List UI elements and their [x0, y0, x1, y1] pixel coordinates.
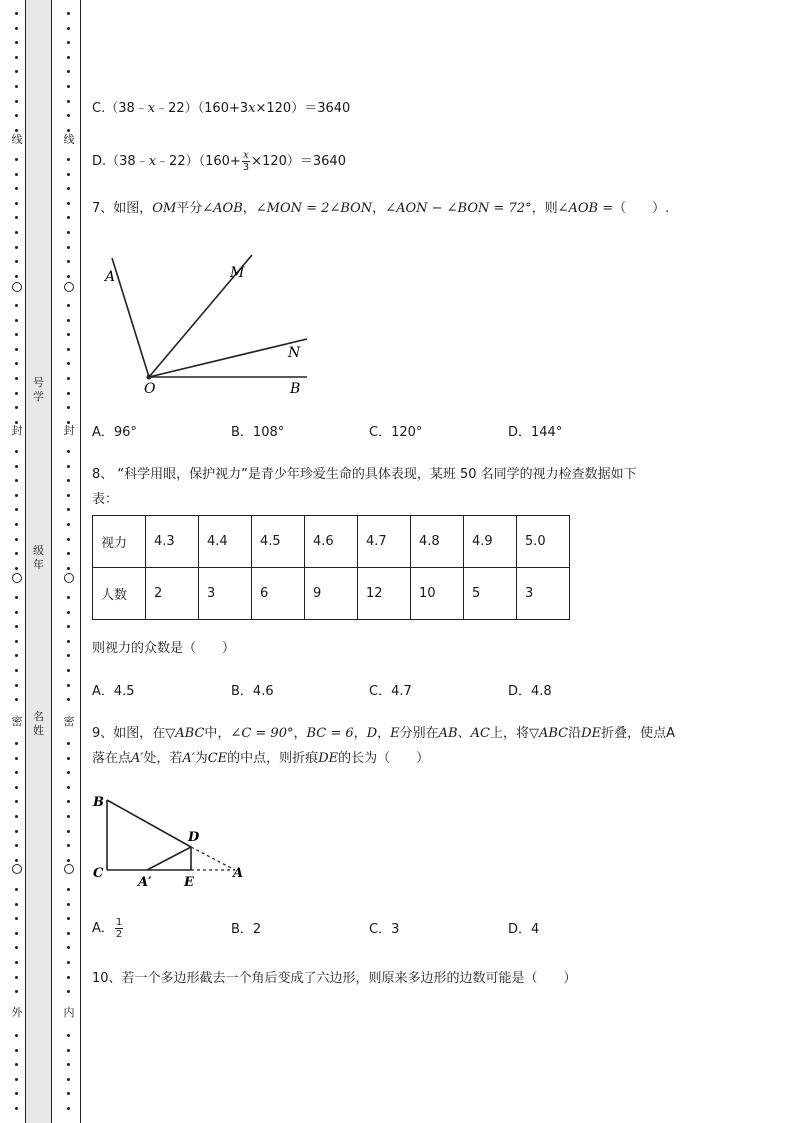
binding-dot	[67, 231, 70, 234]
binding-dot	[67, 275, 70, 278]
binding-dot	[67, 844, 70, 847]
binding-dot	[67, 976, 70, 979]
table-cell: 6	[252, 568, 305, 620]
q8-option-b[interactable]: B．4.6	[231, 684, 274, 699]
binding-dot	[67, 494, 70, 497]
fraction-one-half: $\frac{1}{2}$	[115, 917, 123, 940]
binding-seal-char: 外	[11, 1006, 23, 1019]
q7-option-c[interactable]: C．120°	[369, 425, 423, 440]
binding-dot	[15, 406, 18, 409]
binding-dot	[67, 1034, 70, 1037]
binding-dot	[15, 465, 18, 468]
binding-dot	[15, 100, 18, 103]
table-cell: 9	[305, 568, 358, 620]
binding-circle	[12, 573, 22, 583]
binding-dot	[15, 538, 18, 541]
binding-dot	[15, 348, 18, 351]
binding-dot	[15, 70, 18, 73]
binding-dot	[67, 771, 70, 774]
binding-dot	[67, 348, 70, 351]
binding-dot	[67, 1092, 70, 1095]
binding-dot	[15, 275, 18, 278]
point-o	[147, 375, 152, 380]
binding-dot	[15, 173, 18, 176]
binding-dot	[15, 771, 18, 774]
binding-dot	[67, 567, 70, 570]
binding-dot	[67, 319, 70, 322]
binding-dot	[67, 698, 70, 701]
binding-dot	[67, 625, 70, 628]
binding-circle	[12, 282, 22, 292]
label-e: E	[184, 875, 194, 890]
label-b: B	[93, 795, 104, 810]
binding-dot	[67, 596, 70, 599]
binding-dot	[67, 684, 70, 687]
q9-option-c[interactable]: C．3	[369, 922, 400, 937]
table-row-vision	[93, 516, 570, 568]
binding-dot	[15, 114, 18, 117]
binding-dot	[67, 932, 70, 935]
binding-dot	[15, 859, 18, 862]
binding-dot	[67, 800, 70, 803]
table-row-count	[93, 568, 570, 620]
binding-dot	[67, 114, 70, 117]
table-cell: 4.6	[305, 516, 358, 568]
binding-circle	[64, 282, 74, 292]
binding-dot	[67, 406, 70, 409]
binding-circle	[12, 864, 22, 874]
table-cell: 4.8	[411, 516, 464, 568]
binding-dot	[67, 552, 70, 555]
table-cell: 4.4	[199, 516, 252, 568]
binding-dot	[15, 333, 18, 336]
binding-dot	[67, 129, 70, 132]
binding-dot	[67, 742, 70, 745]
table-cell: 10	[411, 568, 464, 620]
binding-dot	[67, 260, 70, 263]
table-cell: 2	[146, 568, 199, 620]
binding-dot	[67, 903, 70, 906]
binding-dot	[67, 611, 70, 614]
binding-dot	[67, 41, 70, 44]
q8-stem-line2: 表：	[92, 492, 119, 507]
binding-dot	[15, 567, 18, 570]
binding-dot	[67, 70, 70, 73]
binding-dot	[15, 450, 18, 453]
binding-dot	[67, 508, 70, 511]
binding-dot	[67, 479, 70, 482]
binding-dot	[15, 392, 18, 395]
binding-dot	[15, 319, 18, 322]
q7-stem: 7、如图，OM平分∠AOB，∠MON = 2∠BON，∠AON − ∠BON = 72°，则∠AOB =（ ）.	[92, 201, 670, 216]
binding-dot	[15, 508, 18, 511]
binding-dot	[67, 246, 70, 249]
ray-oa	[112, 258, 149, 377]
binding-dot	[15, 976, 18, 979]
binding-dot	[67, 100, 70, 103]
binding-dot	[15, 41, 18, 44]
binding-dot	[67, 654, 70, 657]
table-cell: 12	[358, 568, 411, 620]
binding-dot	[15, 932, 18, 935]
q8-option-a[interactable]: A．4.5	[92, 684, 135, 699]
binding-dot	[15, 85, 18, 88]
q10-stem: 10、若一个多边形截去一个角后变成了六边形，则原来多边形的边数可能是（ ）	[92, 971, 577, 986]
binding-dot	[15, 246, 18, 249]
binding-dot	[15, 304, 18, 307]
q9-stem-line2: 落在点A′处，若A′为CE的中点，则折痕DE的长为（ ）	[92, 751, 430, 766]
binding-dot	[67, 859, 70, 862]
binding-dot	[67, 392, 70, 395]
binding-dot	[67, 538, 70, 541]
binding-dot	[67, 450, 70, 453]
binding-dot	[67, 640, 70, 643]
binding-dot	[67, 1107, 70, 1110]
vision-data-table	[92, 515, 570, 620]
binding-dot	[15, 1092, 18, 1095]
binding-seal-char: 内	[63, 1006, 75, 1019]
label-c: C	[93, 866, 104, 881]
binding-dot	[67, 917, 70, 920]
q8-option-d[interactable]: D．4.8	[508, 684, 552, 699]
binding-dot	[67, 815, 70, 818]
binding-dot	[67, 523, 70, 526]
ray-on	[149, 339, 307, 377]
label-a: A	[105, 269, 116, 285]
binding-dot	[67, 830, 70, 833]
binding-dot	[15, 800, 18, 803]
outer-dot-column	[10, 0, 24, 1123]
binding-dot	[15, 596, 18, 599]
dashed-da	[191, 847, 235, 870]
label-n: N	[288, 345, 301, 361]
label-d: D	[188, 830, 200, 845]
binding-dot	[67, 946, 70, 949]
binding-dot	[15, 1078, 18, 1081]
table-cell: 4.7	[358, 516, 411, 568]
table-cell: 3	[517, 568, 570, 620]
binding-dot	[15, 611, 18, 614]
q6-option-c: C.（38﹣x﹣22）（160+3x×120）＝3640	[92, 101, 351, 116]
fold-image-da	[147, 847, 191, 870]
q8-option-c[interactable]: C．4.7	[369, 684, 412, 699]
q9-option-b[interactable]: B．2	[231, 922, 262, 937]
label-b: B	[290, 381, 301, 397]
binding-dot	[67, 304, 70, 307]
binding-dot	[67, 1078, 70, 1081]
binding-dot	[15, 698, 18, 701]
binding-dot	[15, 552, 18, 555]
inner-dot-column	[62, 0, 76, 1123]
q6-option-d: D.（38﹣x﹣22）（160+ $\frac{x}{3}$ ×120）＝3640	[92, 150, 346, 173]
binding-dot	[15, 56, 18, 59]
binding-dot	[15, 231, 18, 234]
label-a-prime: A′	[138, 875, 152, 890]
binding-dot	[15, 1049, 18, 1052]
label-m: M	[230, 265, 245, 281]
table-cell: 5.0	[517, 516, 570, 568]
binding-seal-char: 密	[11, 715, 23, 728]
binding-dot	[67, 85, 70, 88]
binding-dot	[15, 12, 18, 15]
q9-option-a[interactable]: A． $\frac{1}{2}$	[92, 917, 123, 940]
binding-dot	[15, 479, 18, 482]
label-a: A	[233, 866, 244, 881]
binding-dot	[15, 129, 18, 132]
binding-dot	[67, 990, 70, 993]
row-header-count: 人数	[93, 568, 146, 620]
binding-dot	[15, 625, 18, 628]
q8-question: 则视力的众数是（ ）	[92, 641, 236, 656]
binding-dot	[15, 362, 18, 365]
field-name: 名 姓	[33, 710, 44, 737]
binding-dot	[15, 946, 18, 949]
label-o: O	[144, 381, 156, 397]
binding-dot	[15, 888, 18, 891]
binding-dot	[67, 961, 70, 964]
binding-dot	[67, 786, 70, 789]
binding-dot	[67, 216, 70, 219]
q7-option-d[interactable]: D．144°	[508, 425, 563, 440]
binding-dot	[67, 1063, 70, 1066]
binding-dot	[15, 786, 18, 789]
binding-dot	[15, 187, 18, 190]
q9-option-d[interactable]: D．4	[508, 922, 540, 937]
binding-dot	[15, 903, 18, 906]
table-cell: 4.3	[146, 516, 199, 568]
binding-dot	[15, 640, 18, 643]
binding-dot	[67, 465, 70, 468]
binding-dot	[67, 377, 70, 380]
row-header-vision: 视力	[93, 516, 146, 568]
q9-stem-line1: 9、如图，在▽ABC中，∠C = 90°，BC = 6，D，E分别在AB、AC上，将▽ABC沿DE折叠，使点A	[92, 726, 675, 741]
binding-dot	[15, 202, 18, 205]
binding-circle	[64, 864, 74, 874]
field-grade: 级 年	[33, 544, 44, 571]
side-bd	[107, 800, 191, 847]
binding-dot	[15, 669, 18, 672]
binding-dot	[67, 158, 70, 161]
binding-dot	[15, 990, 18, 993]
binding-dot	[67, 333, 70, 336]
binding-seal-char: 封	[11, 424, 23, 437]
table-cell: 5	[464, 568, 517, 620]
binding-dot	[67, 187, 70, 190]
binding-dot	[15, 216, 18, 219]
q7-angle-figure	[95, 250, 320, 400]
binding-dot	[67, 27, 70, 30]
binding-seal-char: 封	[63, 424, 75, 437]
binding-dot	[67, 202, 70, 205]
binding-dot	[15, 260, 18, 263]
q7-option-b[interactable]: B．108°	[231, 425, 285, 440]
table-cell: 3	[199, 568, 252, 620]
binding-dot	[15, 27, 18, 30]
binding-dot	[67, 12, 70, 15]
binding-dot	[15, 917, 18, 920]
binding-dot	[15, 158, 18, 161]
binding-dot	[67, 173, 70, 176]
field-student-number: 号 学	[33, 376, 44, 403]
binding-dot	[15, 377, 18, 380]
binding-dot	[67, 669, 70, 672]
binding-seal-char: 密	[63, 715, 75, 728]
binding-dot	[15, 1063, 18, 1066]
fraction-x-over-3: $\frac{x}{3}$	[242, 150, 250, 173]
binding-seal-char: 线	[11, 133, 23, 146]
binding-dot	[15, 1034, 18, 1037]
binding-rule	[80, 0, 81, 1123]
table-cell: 4.9	[464, 516, 517, 568]
q7-option-a[interactable]: A．96°	[92, 425, 137, 440]
binding-dot	[67, 757, 70, 760]
binding-dot	[67, 362, 70, 365]
binding-dot	[15, 742, 18, 745]
q9-triangle-figure	[90, 790, 250, 890]
binding-dot	[67, 1049, 70, 1052]
binding-dot	[15, 757, 18, 760]
binding-dot	[15, 815, 18, 818]
binding-dot	[15, 684, 18, 687]
binding-dot	[15, 523, 18, 526]
binding-dot	[15, 1107, 18, 1110]
binding-dot	[67, 56, 70, 59]
binding-dot	[15, 654, 18, 657]
binding-dot	[67, 888, 70, 891]
q8-stem-line1: 8、 “科学用眼，保护视力”是青少年珍爱生命的具体表现，某班 50 名同学的视力检查数据如下	[92, 467, 637, 482]
binding-dot	[15, 494, 18, 497]
table-cell: 4.5	[252, 516, 305, 568]
binding-circle	[64, 573, 74, 583]
binding-dot	[15, 844, 18, 847]
binding-dot	[15, 830, 18, 833]
binding-dot	[15, 961, 18, 964]
binding-seal-char: 线	[63, 133, 75, 146]
